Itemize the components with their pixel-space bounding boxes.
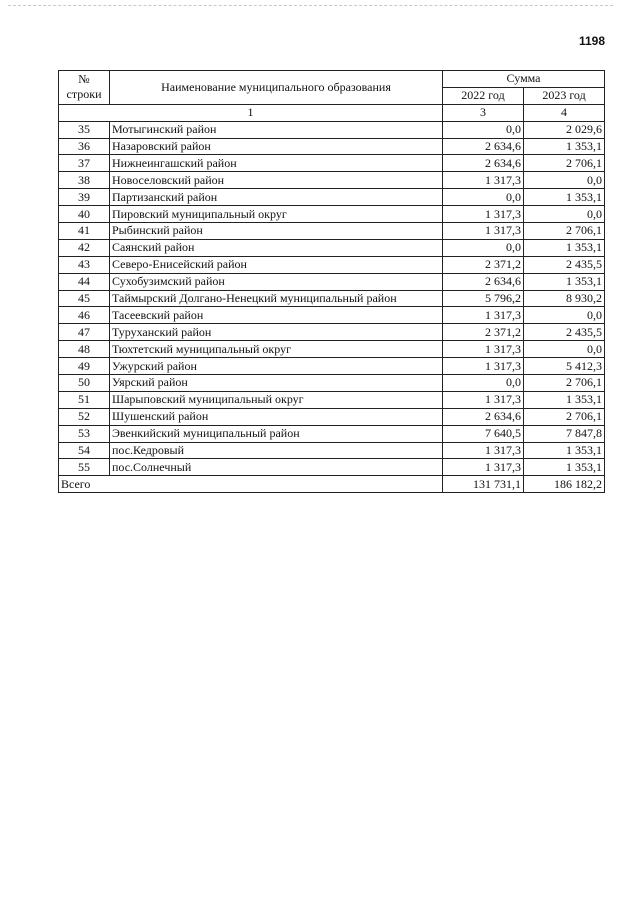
row-number: 47 bbox=[59, 324, 110, 341]
row-value-2022: 2 634,6 bbox=[443, 138, 524, 155]
table-footer bbox=[59, 476, 605, 493]
row-value-2023: 5 412,3 bbox=[524, 358, 605, 375]
row-number: 55 bbox=[59, 459, 110, 476]
header-year-2022: 2022 год bbox=[443, 87, 524, 104]
table-row bbox=[59, 121, 605, 138]
header-row-number bbox=[59, 71, 110, 105]
row-number: 39 bbox=[59, 189, 110, 206]
row-number: 37 bbox=[59, 155, 110, 172]
table-row bbox=[59, 273, 605, 290]
total-2022: 131 731,1 bbox=[443, 476, 524, 493]
table-row bbox=[59, 341, 605, 358]
row-value-2022: 2 634,6 bbox=[443, 155, 524, 172]
column-index-row bbox=[59, 104, 605, 121]
table-body bbox=[59, 121, 605, 476]
row-number: 35 bbox=[59, 121, 110, 138]
table-row bbox=[59, 290, 605, 307]
row-value-2023: 2 706,1 bbox=[524, 408, 605, 425]
row-value-2023: 0,0 bbox=[524, 206, 605, 223]
row-municipality-name: Новоселовский район bbox=[110, 172, 443, 189]
row-number: 41 bbox=[59, 223, 110, 240]
row-value-2023: 2 435,5 bbox=[524, 324, 605, 341]
row-municipality-name: Рыбинский район bbox=[110, 223, 443, 240]
row-number: 51 bbox=[59, 391, 110, 408]
row-value-2022: 1 317,3 bbox=[443, 307, 524, 324]
row-number: 52 bbox=[59, 408, 110, 425]
page-number: 1198 bbox=[578, 34, 605, 48]
row-number: 48 bbox=[59, 341, 110, 358]
row-municipality-name: Партизанский район bbox=[110, 189, 443, 206]
row-municipality-name: Нижнеингашский район bbox=[110, 155, 443, 172]
row-value-2023: 7 847,8 bbox=[524, 425, 605, 442]
table-header bbox=[59, 71, 605, 122]
row-municipality-name: Шарыповский муниципальный округ bbox=[110, 391, 443, 408]
row-municipality-name: Назаровский район bbox=[110, 138, 443, 155]
row-municipality-name: Сухобузимский район bbox=[110, 273, 443, 290]
row-municipality-name: Тасеевский район bbox=[110, 307, 443, 324]
column-index-1: 1 bbox=[59, 104, 443, 121]
row-value-2023: 2 029,6 bbox=[524, 121, 605, 138]
row-number: 40 bbox=[59, 206, 110, 223]
row-municipality-name: пос.Кедровый bbox=[110, 442, 443, 459]
row-value-2022: 2 634,6 bbox=[443, 273, 524, 290]
row-value-2023: 0,0 bbox=[524, 341, 605, 358]
table-row bbox=[59, 375, 605, 392]
table-row bbox=[59, 408, 605, 425]
row-value-2022: 1 317,3 bbox=[443, 172, 524, 189]
row-value-2023: 8 930,2 bbox=[524, 290, 605, 307]
scan-artifact-line bbox=[8, 5, 613, 6]
row-municipality-name: Эвенкийский муниципальный район bbox=[110, 425, 443, 442]
row-value-2022: 7 640,5 bbox=[443, 425, 524, 442]
table-row bbox=[59, 307, 605, 324]
row-value-2022: 1 317,3 bbox=[443, 442, 524, 459]
row-value-2023: 1 353,1 bbox=[524, 273, 605, 290]
row-municipality-name: Шушенский район bbox=[110, 408, 443, 425]
table-row bbox=[59, 391, 605, 408]
table-row bbox=[59, 172, 605, 189]
row-value-2023: 0,0 bbox=[524, 307, 605, 324]
row-value-2022: 1 317,3 bbox=[443, 459, 524, 476]
row-value-2022: 0,0 bbox=[443, 375, 524, 392]
table-row bbox=[59, 358, 605, 375]
row-municipality-name: Таймырский Долгано-Ненецкий муниципальный район bbox=[110, 290, 443, 307]
row-number: 49 bbox=[59, 358, 110, 375]
row-municipality-name: Ужурский район bbox=[110, 358, 443, 375]
row-number: 44 bbox=[59, 273, 110, 290]
table-row bbox=[59, 155, 605, 172]
row-value-2022: 5 796,2 bbox=[443, 290, 524, 307]
header-number-sign: № bbox=[78, 72, 90, 87]
row-value-2023: 1 353,1 bbox=[524, 391, 605, 408]
total-label: Всего bbox=[59, 476, 443, 493]
row-municipality-name: Пировский муниципальный округ bbox=[110, 206, 443, 223]
row-value-2023: 2 435,5 bbox=[524, 256, 605, 273]
row-value-2023: 2 706,1 bbox=[524, 155, 605, 172]
row-value-2023: 2 706,1 bbox=[524, 223, 605, 240]
row-value-2023: 1 353,1 bbox=[524, 138, 605, 155]
table-row bbox=[59, 189, 605, 206]
row-value-2023: 1 353,1 bbox=[524, 442, 605, 459]
row-value-2022: 2 634,6 bbox=[443, 408, 524, 425]
row-value-2022: 0,0 bbox=[443, 189, 524, 206]
table-row bbox=[59, 459, 605, 476]
row-municipality-name: Туруханский район bbox=[110, 324, 443, 341]
table-row bbox=[59, 442, 605, 459]
row-value-2023: 1 353,1 bbox=[524, 239, 605, 256]
row-number: 50 bbox=[59, 375, 110, 392]
row-value-2022: 1 317,3 bbox=[443, 206, 524, 223]
row-value-2022: 2 371,2 bbox=[443, 256, 524, 273]
row-number: 45 bbox=[59, 290, 110, 307]
column-index-4: 4 bbox=[524, 104, 605, 121]
row-number: 54 bbox=[59, 442, 110, 459]
row-value-2022: 1 317,3 bbox=[443, 223, 524, 240]
row-number: 53 bbox=[59, 425, 110, 442]
header-municipality-name: Наименование муниципального образования bbox=[110, 71, 443, 105]
row-value-2022: 0,0 bbox=[443, 121, 524, 138]
row-municipality-name: Северо-Енисейский район bbox=[110, 256, 443, 273]
row-number: 36 bbox=[59, 138, 110, 155]
table-row bbox=[59, 425, 605, 442]
row-number: 38 bbox=[59, 172, 110, 189]
row-value-2022: 2 371,2 bbox=[443, 324, 524, 341]
row-municipality-name: Саянский район bbox=[110, 239, 443, 256]
row-municipality-name: Уярский район bbox=[110, 375, 443, 392]
total-row bbox=[59, 476, 605, 493]
row-value-2022: 1 317,3 bbox=[443, 391, 524, 408]
column-index-3: 3 bbox=[443, 104, 524, 121]
row-municipality-name: Тюхтетский муниципальный округ bbox=[110, 341, 443, 358]
table-row bbox=[59, 206, 605, 223]
row-municipality-name: Мотыгинский район bbox=[110, 121, 443, 138]
header-sum: Сумма bbox=[443, 71, 605, 88]
row-value-2023: 1 353,1 bbox=[524, 189, 605, 206]
header-row-label: строки bbox=[66, 87, 102, 102]
total-2023: 186 182,2 bbox=[524, 476, 605, 493]
table-row bbox=[59, 138, 605, 155]
row-value-2022: 1 317,3 bbox=[443, 341, 524, 358]
row-number: 42 bbox=[59, 239, 110, 256]
row-value-2022: 0,0 bbox=[443, 239, 524, 256]
row-municipality-name: пос.Солнечный bbox=[110, 459, 443, 476]
table-row bbox=[59, 324, 605, 341]
table-row bbox=[59, 256, 605, 273]
table-row bbox=[59, 239, 605, 256]
row-value-2022: 1 317,3 bbox=[443, 358, 524, 375]
table-row bbox=[59, 223, 605, 240]
header-year-2023: 2023 год bbox=[524, 87, 605, 104]
row-number: 46 bbox=[59, 307, 110, 324]
row-value-2023: 1 353,1 bbox=[524, 459, 605, 476]
row-value-2023: 0,0 bbox=[524, 172, 605, 189]
row-number: 43 bbox=[59, 256, 110, 273]
budget-table bbox=[58, 70, 605, 493]
row-value-2023: 2 706,1 bbox=[524, 375, 605, 392]
